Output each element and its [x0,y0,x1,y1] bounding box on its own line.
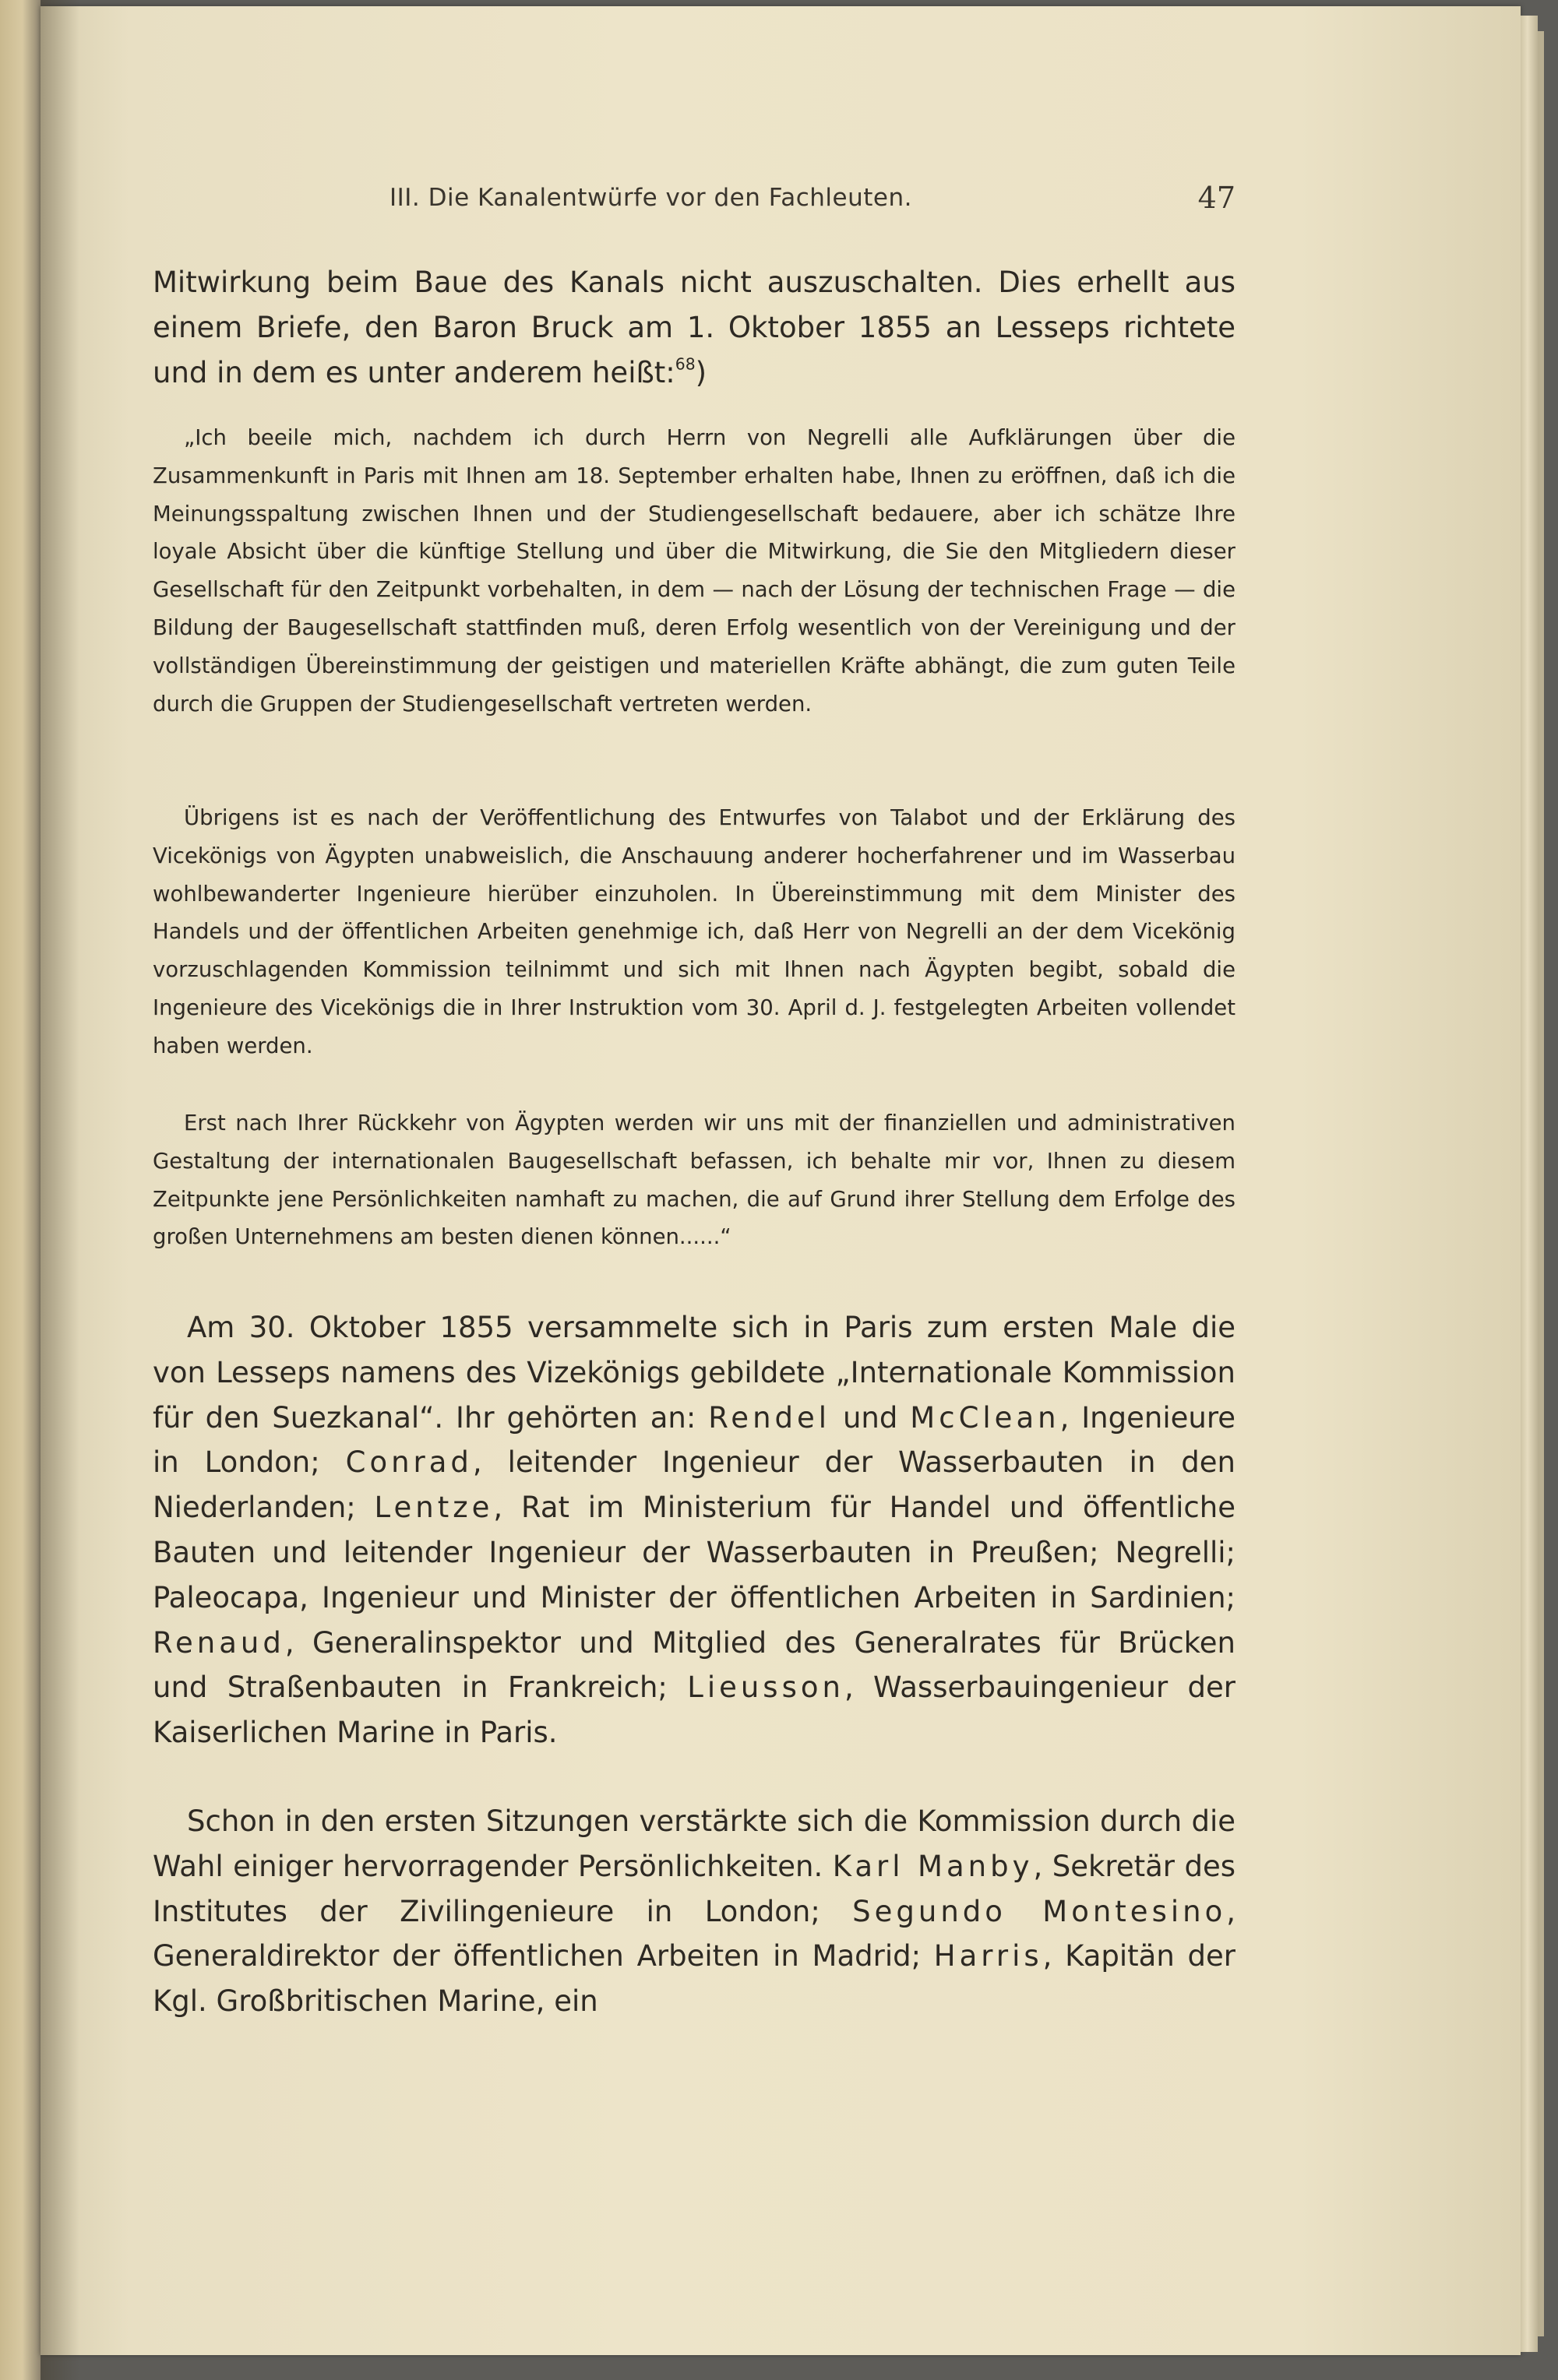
running-head [234,181,1235,227]
paragraph-2-text-a: Am 30. Oktober 1855 versammelte sich in Paris zum ersten Male die von Lesseps namens des Vizekönigs gebildete „Internationale Kommission für den Suezkanal“. Ihr gehörten an: [153,1311,1235,1435]
paragraph-2-text-b: und [830,1400,911,1435]
page-stack-edge-inner [1538,31,1544,2336]
page-stack-edge [1521,16,1538,2352]
name-lieusson: Lieusson [687,1671,844,1705]
name-manby: Karl Manby [832,1849,1034,1883]
left-page-edge [0,0,41,2380]
name-conrad: Conrad [345,1445,473,1480]
page-number: 47 [1197,181,1235,215]
paragraph-2-text-e: , Rat im Ministerium für Handel und öffentliche Bauten und leitender Ingenieur der Wasserbauten in Preußen; Negrelli; Paleocapa, Ingenieur und Minister der öffentlichen Arbeiten in Sardinien; [153,1491,1235,1614]
paragraph-3-text-a: Schon in den ersten Sitzungen verstärkte sich die Kommission durch die Wahl einiger hervorragender Persönlichkeiten. [153,1804,1235,1883]
paragraph-3-text-c: , Generaldirektor der öffentlichen Arbeiten in Madrid; [153,1894,1235,1973]
footnote-ref: 68 [675,354,696,374]
name-renaud: Renaud [153,1625,285,1660]
name-lentze: Lentze [374,1491,494,1525]
paragraph-2-text-g: , Wasserbauingenieur der Kaiserlichen Marine in Paris. [153,1671,1235,1750]
name-mcclean: McClean [910,1400,1060,1435]
paragraph-3 [153,1799,1235,2024]
quote-paragraph-2: Übrigens ist es nach der Veröffentlichung des Entwurfes von Talabot und der Erklärung des Vicekönigs von Ägypten unabweislich, die Anschauung anderer hocherfahrener und im Wasserbau wohlbewanderter Ingenieure hierüber einzuholen. In Übereinstimmung mit dem Minister des Handels und der öffentlichen Arbeiten genehmige ich, daß Herr von Negrelli an der dem Vicekönig vorzuschlagenden Kommission teilnimmt und sich mit Ihnen nach Ägypten begibt, sobald die Ingenieure des Vicekönigs die in Ihrer Instruktion vom 30. April d. J. festgelegten Arbeiten vollendet haben werden. [153,805,1235,1058]
paragraph-3-text-d: , Kapitän der Kgl. Großbritischen Marine, ein [153,1939,1235,2019]
paragraph-2-text-d: , leitender Ingenieur der Wasserbauten in den Niederlanden; [153,1445,1236,1525]
quote-paragraph-3: Erst nach Ihrer Rückkehr von Ägypten werden wir uns mit der finanziellen und administrativen Gestaltung der internationalen Baugesellschaft befassen, ich behalte mir vor, Ihnen zu diesem Zeitpunkte jene Persönlichkeiten namhaft zu machen, die auf Grund ihrer Stellung dem Erfolge des großen Unternehmens am besten dienen können......“ [153,1111,1235,1250]
paragraph-3-text-b: , Sekretär des Institutes der Zivilingenieure in London; [153,1849,1236,1928]
paragraph-1-end: ) [695,355,707,389]
paragraph-2 [153,1305,1235,1755]
name-harris: Harris [933,1939,1043,1973]
gutter-shadow [41,0,79,2380]
paragraph-2-text-c: , Ingenieure in London; [153,1400,1235,1480]
quote-paragraph-1: „Ich beeile mich, nachdem ich durch Herrn von Negrelli alle Aufklärungen über die Zusammenkunft in Paris mit Ihnen am 18. September erhalten habe, Ihnen zu eröffnen, daß ich die Meinungsspaltung zwischen Ihnen und der Studiengesellschaft bedauere, aber ich schätze Ihre loyale Absicht über die künftige Stellung und über die Mitwirkung, die Sie den Mitgliedern dieser Gesellschaft für den Zeitpunkt vorbehalten, in dem — nach der Lösung der technischen Frage — die Bildung der Baugesellschaft stattfinden muß, deren Erfolg wesentlich von der Vereinigung und der vollständigen Übereinstimmung der geistigen und materiellen Kräfte abhängt, die zum guten Teile durch die Gruppen der Studiengesellschaft vertreten werden. [153,425,1235,716]
running-head-title: III. Die Kanalentwürfe vor den Fachleuten. [390,184,912,212]
paragraph-1 [153,260,1235,395]
paragraph-2-text-f: , Generalinspektor und Mitglied des Generalrates für Brücken und Straßenbauten in Frankreich; [153,1625,1235,1705]
name-montesino: Segundo Montesino [852,1894,1227,1928]
name-rendel: Rendel [708,1400,831,1435]
paragraph-1-text: Mitwirkung beim Baue des Kanals nicht auszuschalten. Dies erhellt aus einem Briefe, den Baron Bruck am 1. Oktober 1855 an Lesseps richtete und in dem es unter anderem heißt: [153,266,1235,389]
